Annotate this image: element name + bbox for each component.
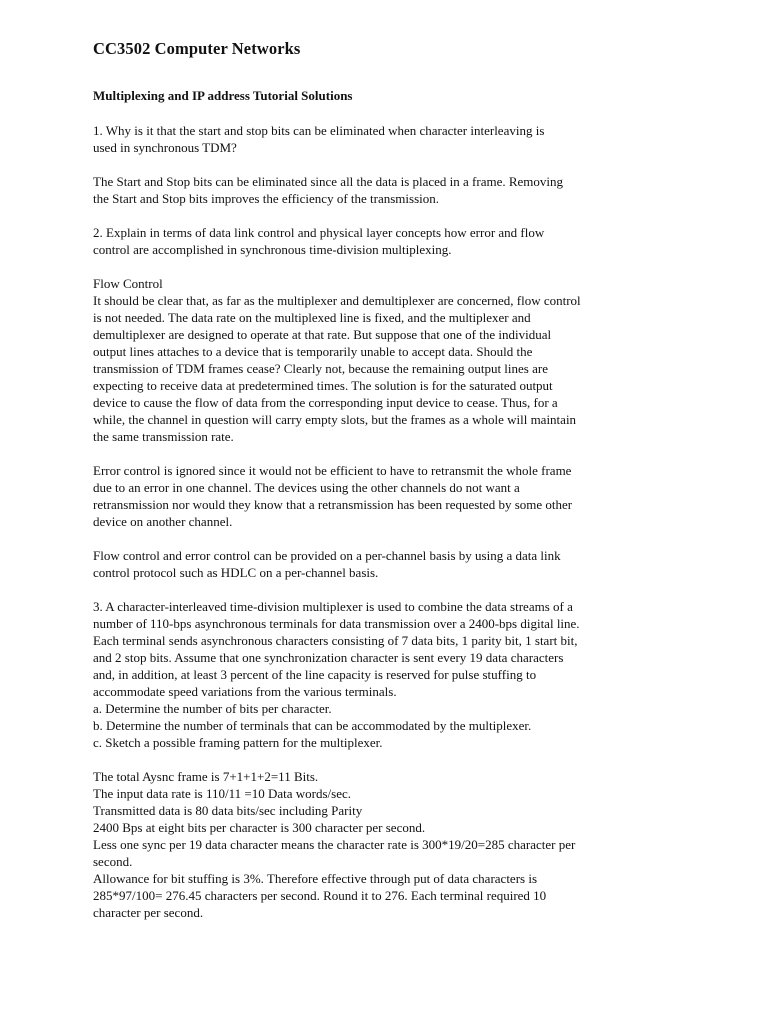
text-line: b. Determine the number of terminals that can be accommodated by the multiplexer. bbox=[93, 718, 532, 733]
document-body bbox=[93, 122, 683, 921]
paragraph bbox=[93, 122, 683, 156]
text-line: Less one sync per 19 data character means the character rate is 300*19/20=285 character per bbox=[93, 837, 576, 852]
text-line: The input data rate is 110/11 =10 Data words/sec. bbox=[93, 786, 351, 801]
paragraph bbox=[93, 598, 683, 751]
text-line: and, in addition, at least 3 percent of the line capacity is reserved for pulse stuffing to bbox=[93, 667, 537, 682]
text-line: The Start and Stop bits can be eliminated since all the data is placed in a frame. Removing bbox=[93, 174, 564, 189]
paragraph bbox=[93, 224, 683, 258]
text-line: and 2 stop bits. Assume that one synchronization character is sent every 19 data characters bbox=[93, 650, 564, 665]
text-line: the Start and Stop bits improves the efficiency of the transmission. bbox=[93, 191, 440, 206]
text-line: 1. Why is it that the start and stop bits can be eliminated when character interleaving is bbox=[93, 123, 545, 138]
text-line: 285*97/100= 276.45 characters per second. Round it to 276. Each terminal required 10 bbox=[93, 888, 547, 903]
text-line: Transmitted data is 80 data bits/sec including Parity bbox=[93, 803, 363, 818]
text-line: output lines attaches to a device that is temporarily unable to accept data. Should the bbox=[93, 344, 533, 359]
text-line: character per second. bbox=[93, 905, 204, 920]
text-line: 2. Explain in terms of data link control and physical layer concepts how error and flow bbox=[93, 225, 545, 240]
text-line: Flow Control bbox=[93, 276, 163, 291]
text-line: expecting to receive data at predetermined times. The solution is for the saturated output bbox=[93, 378, 553, 393]
text-line: control protocol such as HDLC on a per-channel basis. bbox=[93, 565, 379, 580]
text-line: used in synchronous TDM? bbox=[93, 140, 237, 155]
text-line: second. bbox=[93, 854, 133, 869]
paragraph bbox=[93, 173, 683, 207]
text-line: due to an error in one channel. The devices using the other channels do not want a bbox=[93, 480, 520, 495]
text-line: device on another channel. bbox=[93, 514, 233, 529]
paragraph bbox=[93, 547, 683, 581]
text-line: is not needed. The data rate on the multiplexed line is fixed, and the multiplexer and bbox=[93, 310, 531, 325]
text-line: a. Determine the number of bits per character. bbox=[93, 701, 332, 716]
paragraph bbox=[93, 462, 683, 530]
text-line: Flow control and error control can be provided on a per-channel basis by using a data link bbox=[93, 548, 561, 563]
text-line: demultiplexer are designed to operate at that rate. But suppose that one of the individual bbox=[93, 327, 552, 342]
text-line: transmission of TDM frames cease? Clearly not, because the remaining output lines are bbox=[93, 361, 548, 376]
paragraph bbox=[93, 275, 683, 445]
document-title: CC3502 Computer Networks bbox=[93, 39, 301, 58]
text-line: 2400 Bps at eight bits per character is 300 character per second. bbox=[93, 820, 426, 835]
text-line: 3. A character-interleaved time-division multiplexer is used to combine the data streams of a bbox=[93, 599, 573, 614]
text-line: the same transmission rate. bbox=[93, 429, 234, 444]
text-line: number of 110-bps asynchronous terminals for data transmission over a 2400-bps digital line. bbox=[93, 616, 580, 631]
text-line: Error control is ignored since it would not be efficient to have to retransmit the whole frame bbox=[93, 463, 572, 478]
text-line: The total Aysnc frame is 7+1+1+2=11 Bits. bbox=[93, 769, 319, 784]
text-line: device to cause the flow of data from the corresponding input device to cease. Thus, for a bbox=[93, 395, 558, 410]
text-line: retransmission nor would they know that a retransmission has been requested by some other bbox=[93, 497, 573, 512]
text-line: control are accomplished in synchronous time-division multiplexing. bbox=[93, 242, 452, 257]
text-line: c. Sketch a possible framing pattern for the multiplexer. bbox=[93, 735, 383, 750]
text-line: Allowance for bit stuffing is 3%. Therefore effective through put of data characters is bbox=[93, 871, 538, 886]
text-line: It should be clear that, as far as the multiplexer and demultiplexer are concerned, flow control bbox=[93, 293, 581, 308]
document-subtitle: Multiplexing and IP address Tutorial Solutions bbox=[93, 88, 353, 103]
text-line: Each terminal sends asynchronous characters consisting of 7 data bits, 1 parity bit, 1 start bit, bbox=[93, 633, 578, 648]
text-line: accommodate speed variations from the various terminals. bbox=[93, 684, 397, 699]
text-line: while, the channel in question will carry empty slots, but the frames as a whole will maintain bbox=[93, 412, 577, 427]
paragraph bbox=[93, 768, 683, 921]
